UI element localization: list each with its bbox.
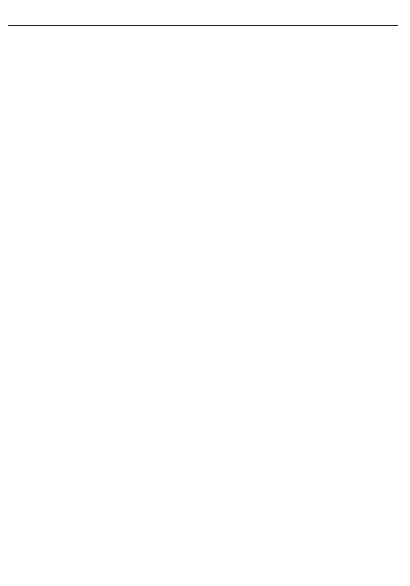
running-header (8, 4, 398, 24)
header-rule (8, 25, 398, 26)
